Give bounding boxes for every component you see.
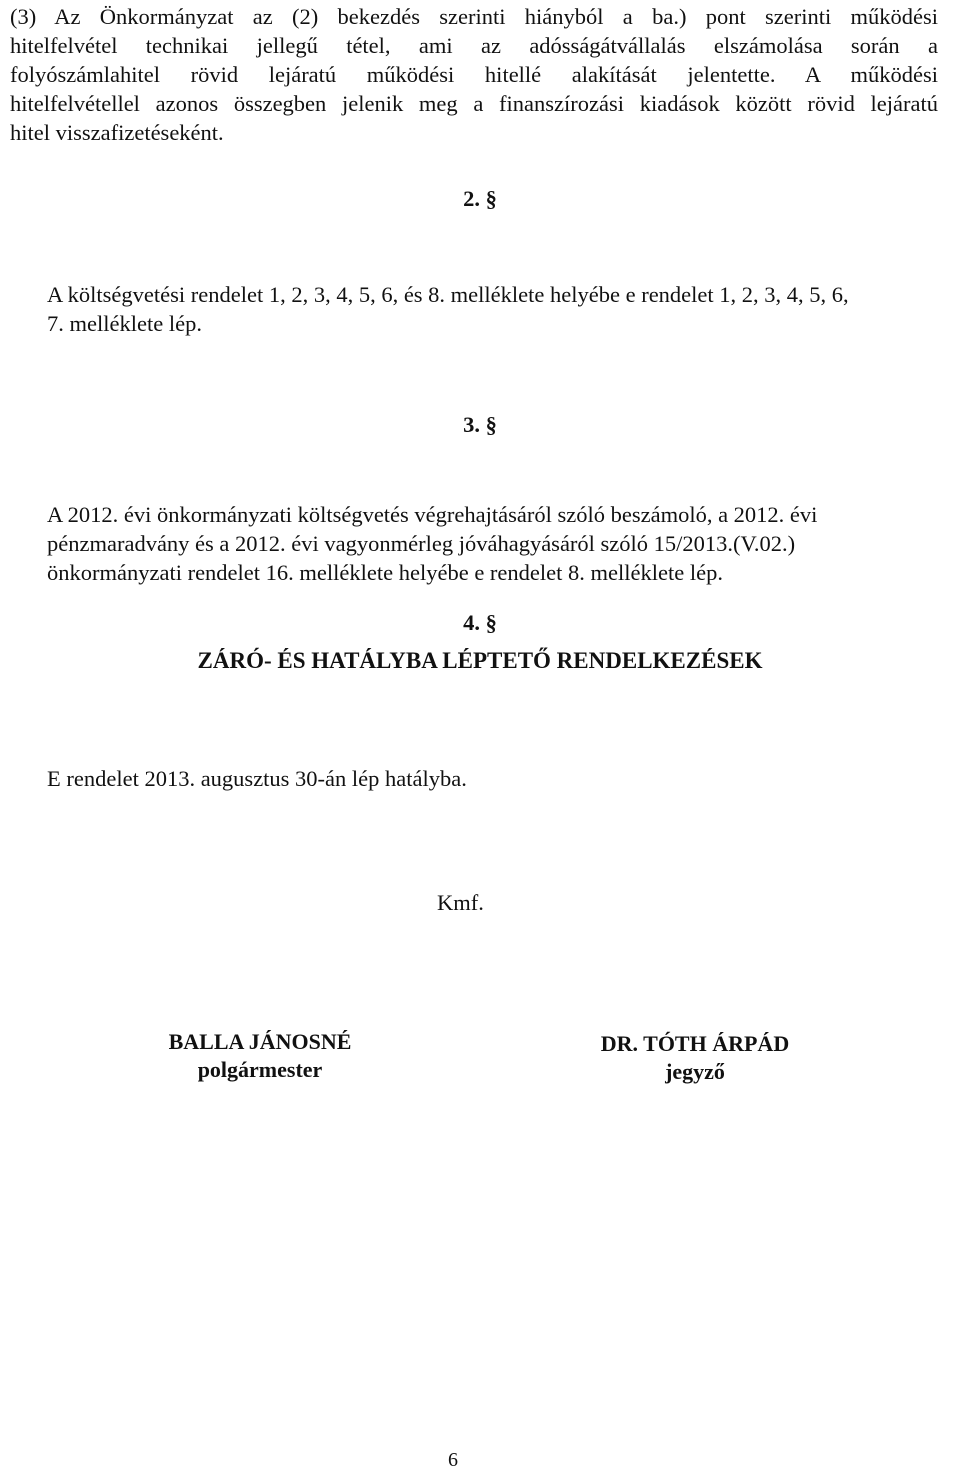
text-line: hitel visszafizetéseként.	[10, 120, 224, 145]
text-line: 7. melléklete lép.	[47, 311, 202, 336]
text-line: hitelfelvétel technikai jellegű tétel, ami az adósságátvállalás elszámolása során a	[10, 33, 938, 58]
text-line: hitelfelvétellel azonos összegben jelenik meg a finanszírozási kiadások között rövid lejáratú	[10, 91, 938, 116]
text-line: A költségvetési rendelet 1, 2, 3, 4, 5, 6, és 8. melléklete helyébe e rendelet 1, 2, 3, 4, 5, 6,	[47, 282, 849, 307]
signatory-role: polgármester	[197, 1057, 323, 1082]
paragraph-3-section	[47, 500, 927, 587]
signatory-name: BALLA JÁNOSNÉ	[168, 1029, 352, 1054]
text-line: folyószámlahitel rövid lejáratú működési hitellé alakítását jelentette. A működési	[10, 62, 938, 87]
text-line: önkormányzati rendelet 16. melléklete helyébe e rendelet 8. melléklete lép.	[47, 560, 723, 585]
paragraph-2	[47, 280, 937, 338]
text-line: pénzmaradvány és a 2012. évi vagyonmérleg jóváhagyásáról szóló 15/2013.(V.02.)	[47, 531, 796, 556]
section-heading-2: 2. §	[463, 186, 497, 211]
closing-mark: Kmf.	[437, 890, 484, 915]
paragraph-3	[10, 2, 938, 147]
signature-notary	[560, 1030, 830, 1086]
signatory-role: jegyző	[665, 1059, 725, 1084]
signatory-name: DR. TÓTH ÁRPÁD	[600, 1031, 790, 1056]
signature-mayor	[130, 1028, 390, 1084]
section-title: ZÁRÓ- ÉS HATÁLYBA LÉPTETŐ RENDELKEZÉSEK	[197, 648, 763, 673]
text-line: (3) Az Önkormányzat az (2) bekezdés szerinti hiányból a ba.) pont szerinti működési	[10, 4, 938, 29]
section-heading-3: 3. §	[463, 412, 497, 437]
section-heading-4: 4. §	[463, 610, 497, 635]
effective-date-text: E rendelet 2013. augusztus 30-án lép hatályba.	[47, 766, 467, 791]
text-line: A 2012. évi önkormányzati költségvetés végrehajtásáról szóló beszámoló, a 2012. évi	[47, 502, 818, 527]
page-number: 6	[448, 1449, 458, 1471]
